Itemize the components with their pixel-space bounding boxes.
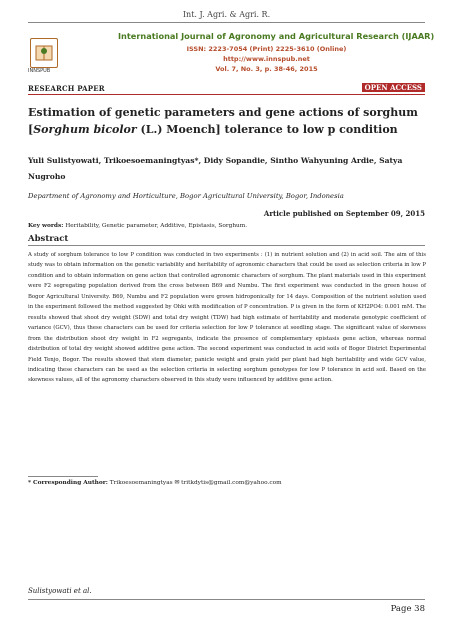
title-species: Sorghum bicolor xyxy=(33,123,137,136)
title-line-1: Estimation of genetic parameters and gene actions of sorghum xyxy=(28,106,418,119)
publisher-name: INNSPUB xyxy=(28,68,51,74)
title-bracket: [ xyxy=(28,123,34,136)
header-rule xyxy=(28,22,425,23)
title-line-2: (L.) Moench] tolerance to low p condition xyxy=(136,123,398,136)
corresponding-rule xyxy=(28,476,98,477)
running-head: Int. J. Agri. & Agri. R. xyxy=(182,10,271,19)
corresponding-label: * Corresponding Author: xyxy=(28,480,108,486)
publication-date: Article published on September 09, 2015 xyxy=(263,209,425,218)
author-list: Yuli Sulistyowati, Trikoesoemaningtyas*, Didy Sopandie, Sintho Wahyuning Ardie, Satya Nugroho xyxy=(28,156,403,181)
page-number: Page 38 xyxy=(390,604,425,614)
footer-author: Sulistyowati et al. xyxy=(28,587,92,595)
paper-type-label: RESEARCH PAPER xyxy=(28,84,105,93)
corresponding-email[interactable]: Trikoesoemaningtyas ✉ tritkdytis@gmail.com@yahoo.com xyxy=(107,480,282,486)
journal-volume: Vol. 7, No. 3, p. 38-46, 2015 xyxy=(215,65,318,73)
journal-url[interactable]: http://www.innspub.net xyxy=(223,55,310,63)
article-title xyxy=(28,104,428,138)
publisher-logo xyxy=(30,38,58,68)
keywords-label: Key words: xyxy=(28,223,64,229)
journal-issn: ISSN: 2223-7054 (Print) 2225-3610 (Online) xyxy=(186,45,347,53)
affiliation: Department of Agronomy and Horticulture, Bogor Agricultural University, Bogor, Indonesia xyxy=(28,192,344,200)
open-access-badge: OPEN ACCESS xyxy=(362,83,425,92)
keywords-list: Heritability, Genetic parameter, Additive, Epistasis, Sorghum. xyxy=(63,223,248,229)
abstract-heading: Abstract xyxy=(28,234,69,244)
corresponding-author xyxy=(28,480,428,486)
footer-rule xyxy=(28,599,425,600)
abstract-body: A study of sorghum tolerance to low P condition was conducted in two experiments : (1) in nutrient solution and (2) in acid soil. The aim of this study was to obtain information on the genetic variability and heritability of agronomic characters that could be used as selection criteria in low P condition and to obtain information on gene action that controlled agronomic characters of sorghum. The plant materials used in this experiment were F2 segregating population derived from the cross between B69 and Numbu. The first experiment was conducted in the green house of Bogor Agricultural University. B69, Numbu and F2 population were grown hidroponically for 14 days. Composition of the nutrient solution used in the experiment followed the method suggested by Ohki with modification of P concentration. P is given in the form of KH2PO4: 0.001 mM. The results showed that shoot dry weight (SDW) and total dry weight (TDW) had high estimate of heritability and moderate genotypic coefficient of variance (GCV), thus these characters can be used for criteria selection for low P tolerance at seedling stage. The significant value of skewness from the distribution shoot dry weight in F2 segregants, indicate the presence of complementary epistasis gene action, whereas normal distribution of total dry weight showed additive gene action. The second experiment was conducted in acid soils of Bogor District Experimental Field Tenjo, Bogor. The results showed that stem diameter, panicle weight and grain yield per plant had high heritability and wide GCV value, indicating these characters can be used as the selection criteria in selecting sorghum genotypes for low P tolerance in acid soil. Based on the skewness values, all of the agronomy characters observed in this study were influenced by additive gene action. xyxy=(28,252,426,384)
journal-title: International Journal of Agronomy and Agricultural Research (IJAAR) xyxy=(118,31,435,41)
abstract-rule xyxy=(28,245,425,246)
keywords xyxy=(28,223,428,229)
